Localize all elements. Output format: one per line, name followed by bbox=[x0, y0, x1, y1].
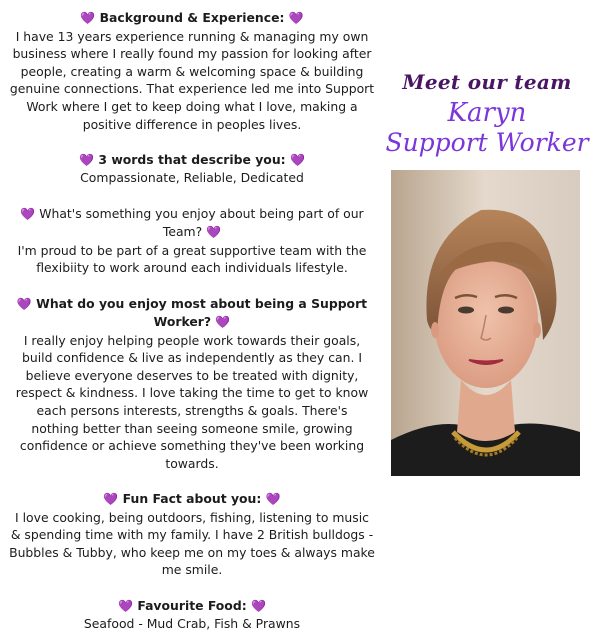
meet-title: Meet our team bbox=[402, 70, 572, 94]
staff-photo bbox=[391, 170, 580, 476]
staff-role: Support Worker bbox=[385, 128, 589, 157]
heart-icon: 💜 bbox=[288, 11, 304, 25]
heart-icon: 💜 bbox=[206, 225, 222, 240]
section-fun-fact bbox=[2, 490, 382, 579]
section-heading: 💜 What do you enjoy most about being a Support Worker? 💜 bbox=[16, 295, 368, 330]
heart-icon: 💜 bbox=[79, 152, 95, 167]
heart-icon: 💜 bbox=[20, 206, 36, 221]
profile-header bbox=[380, 60, 594, 158]
heart-icon: 💜 bbox=[265, 492, 281, 507]
section-body: I love cooking, being outdoors, fishing, listening to music & spending time with my family. I have 2 British bulldogs - Bubbles & Tubby, who keep me on my toes & always make me smile. bbox=[9, 509, 375, 578]
section-enjoy-most bbox=[2, 295, 382, 473]
profile-questions bbox=[2, 9, 382, 633]
section-heading: 💜 What's something you enjoy about being part of our Team? 💜 bbox=[20, 205, 364, 240]
heart-icon: 💜 bbox=[289, 152, 305, 167]
section-body: Seafood - Mud Crab, Fish & Prawns bbox=[83, 616, 301, 632]
section-body: I have 13 years experience running & managing my own business where I really found my passion for looking after people, creating a warm & welcoming space & building genuine connections. That experience led me into Support Work where I get to keep doing what I love, making a positive difference in peoples lives. bbox=[9, 28, 375, 132]
staff-name: Karyn bbox=[447, 98, 527, 128]
section-body: I'm proud to be part of a great supportive team with the flexibiity to work around each individuals lifestyle. bbox=[17, 242, 367, 276]
section-background bbox=[2, 9, 382, 133]
section-favourite-food bbox=[2, 597, 382, 633]
section-heading: 💜 3 words that describe you: 💜 bbox=[79, 151, 305, 167]
heart-icon: 💜 bbox=[215, 315, 231, 330]
heart-icon: 💜 bbox=[16, 296, 32, 311]
heart-icon: 💜 bbox=[103, 492, 119, 507]
section-body: Compassionate, Reliable, Dedicated bbox=[80, 170, 304, 186]
heart-icon: 💜 bbox=[250, 598, 266, 613]
section-body: I really enjoy helping people work towards their goals, build confidence & live as independently as they can. I believe everyone deserves to be treated with dignity, respect & kindness. I love taking the time to get to know each persons interests, strengths & goals. There's nothing better than seeing someone smile, growing confidence or achieve something they've been working towards. bbox=[15, 332, 369, 471]
section-heading: 💜 Background & Experience: 💜 bbox=[80, 10, 304, 25]
section-three-words bbox=[2, 151, 382, 187]
section-heading: 💜 Fun Fact about you: 💜 bbox=[103, 491, 281, 507]
heart-icon: 💜 bbox=[118, 598, 133, 613]
heart-icon: 💜 bbox=[80, 11, 96, 25]
section-team bbox=[2, 205, 382, 277]
section-heading: 💜 Favourite Food: 💜 bbox=[118, 597, 266, 613]
